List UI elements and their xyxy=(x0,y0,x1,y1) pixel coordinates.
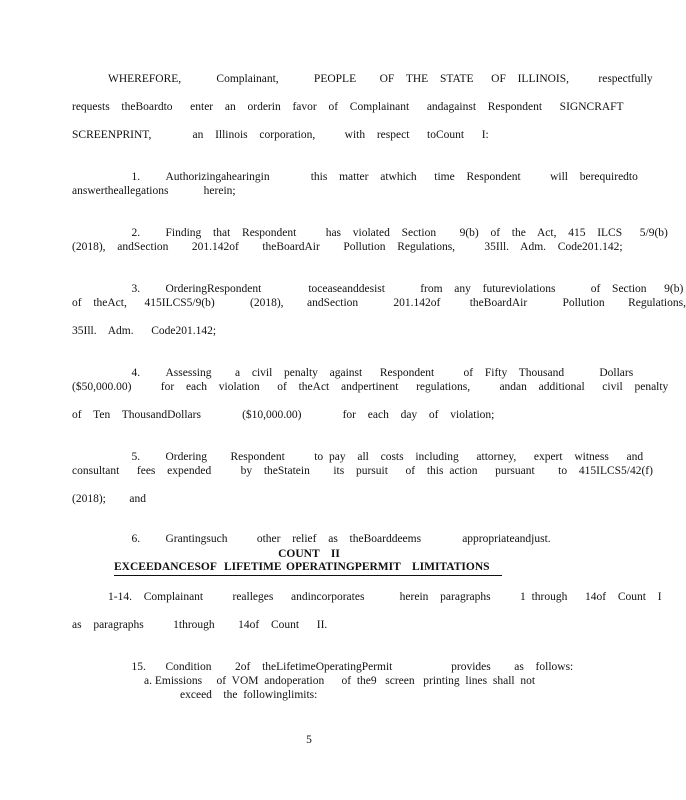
item-2-number: 2. xyxy=(131,227,141,239)
realleges-line-2: as paragraphs 1through 14of Count II. xyxy=(72,619,328,631)
item-3-text-1: OrderingRespondent toceaseanddesist from any futureviolations of Section 9(b) xyxy=(165,283,684,295)
item-1-line-2: answertheallegations herein; xyxy=(72,185,236,197)
page-number: 5 xyxy=(306,734,312,746)
intro-line-2: requests theBoardto enter an orderin favor of Complainant andagainst Respondent SIGNCRAFT xyxy=(72,101,624,113)
count-heading-word-4: LIMITATIONS xyxy=(412,561,490,573)
item-1-number: 1. xyxy=(131,171,141,183)
sub-item-a-line-2: exceed the followinglimits: xyxy=(180,689,318,701)
item-3-line-2: of theAct, 415ILCS5/9(b) (2018), andSection 201.142of theBoardAir Pollution Regulations, xyxy=(72,297,686,309)
item-3-number: 3. xyxy=(131,283,141,295)
item-6-number: 6. xyxy=(131,533,141,545)
count-heading-title: COUNT II xyxy=(278,548,340,560)
item-5-number: 5. xyxy=(131,451,141,463)
sub-item-a-line-1: a. Emissions of VOM andoperation of the9 screen printing lines shall not xyxy=(144,675,536,687)
item-4-text-1: Assessing a civil penalty against Respondent of Fifty Thousand Dollars xyxy=(165,367,634,379)
item-2-line-2: (2018), andSection 201.142of theBoardAir Pollution Regulations, 35Ill. Adm. Code201.142; xyxy=(72,241,623,253)
item-4-line-3: of Ten ThousandDollars ($10,000.00) for each day of violation; xyxy=(72,409,495,421)
item-5-line-3: (2018); and xyxy=(72,493,146,505)
item-3-line-3: 35Ill. Adm. Code201.142; xyxy=(72,325,217,337)
item-1-text-1: Authorizingahearingin this matter atwhich time Respondent will berequiredto xyxy=(165,171,638,183)
count-heading-word-1: EXCEEDANCESOF xyxy=(114,561,217,573)
count-heading-subtitle xyxy=(114,561,502,576)
item-2-text-1: Finding that Respondent has violated Section 9(b) of the Act, 415 ILCS 5/9(b) xyxy=(165,227,668,239)
item-5-text-1: Ordering Respondent to pay all costs including attorney, expert witness and xyxy=(165,451,644,463)
realleges-line-1: 1-14. Complainant realleges andincorporates herein paragraphs 1 through 14of Count I xyxy=(108,591,662,603)
intro-line-3: SCREENPRINT, an Illinois corporation, with respect toCount I: xyxy=(72,129,489,141)
item-4-number: 4. xyxy=(131,367,141,379)
count-heading-word-3: OPERATINGPERMIT xyxy=(286,561,401,573)
paragraph-15-number: 15. xyxy=(131,661,146,673)
item-5-line-2: consultant fees expended by theStatein its pursuit of this action pursuant to 415ILCS5/42(f) xyxy=(72,465,653,477)
paragraph-15-text: Condition 2of theLifetimeOperatingPermit provides as follows: xyxy=(165,661,574,673)
count-heading-word-2: LIFETIME xyxy=(224,561,282,573)
item-6-text-1: Grantingsuch other relief as theBoarddeems appropriateandjust. xyxy=(165,533,551,545)
item-4-line-2: ($50,000.00) for each violation of theAct andpertinent regulations, andan additional civil penalty xyxy=(72,381,669,393)
intro-line-1: WHEREFORE, Complainant, PEOPLE OF THE STATE OF ILLINOIS, respectfully xyxy=(108,73,653,85)
